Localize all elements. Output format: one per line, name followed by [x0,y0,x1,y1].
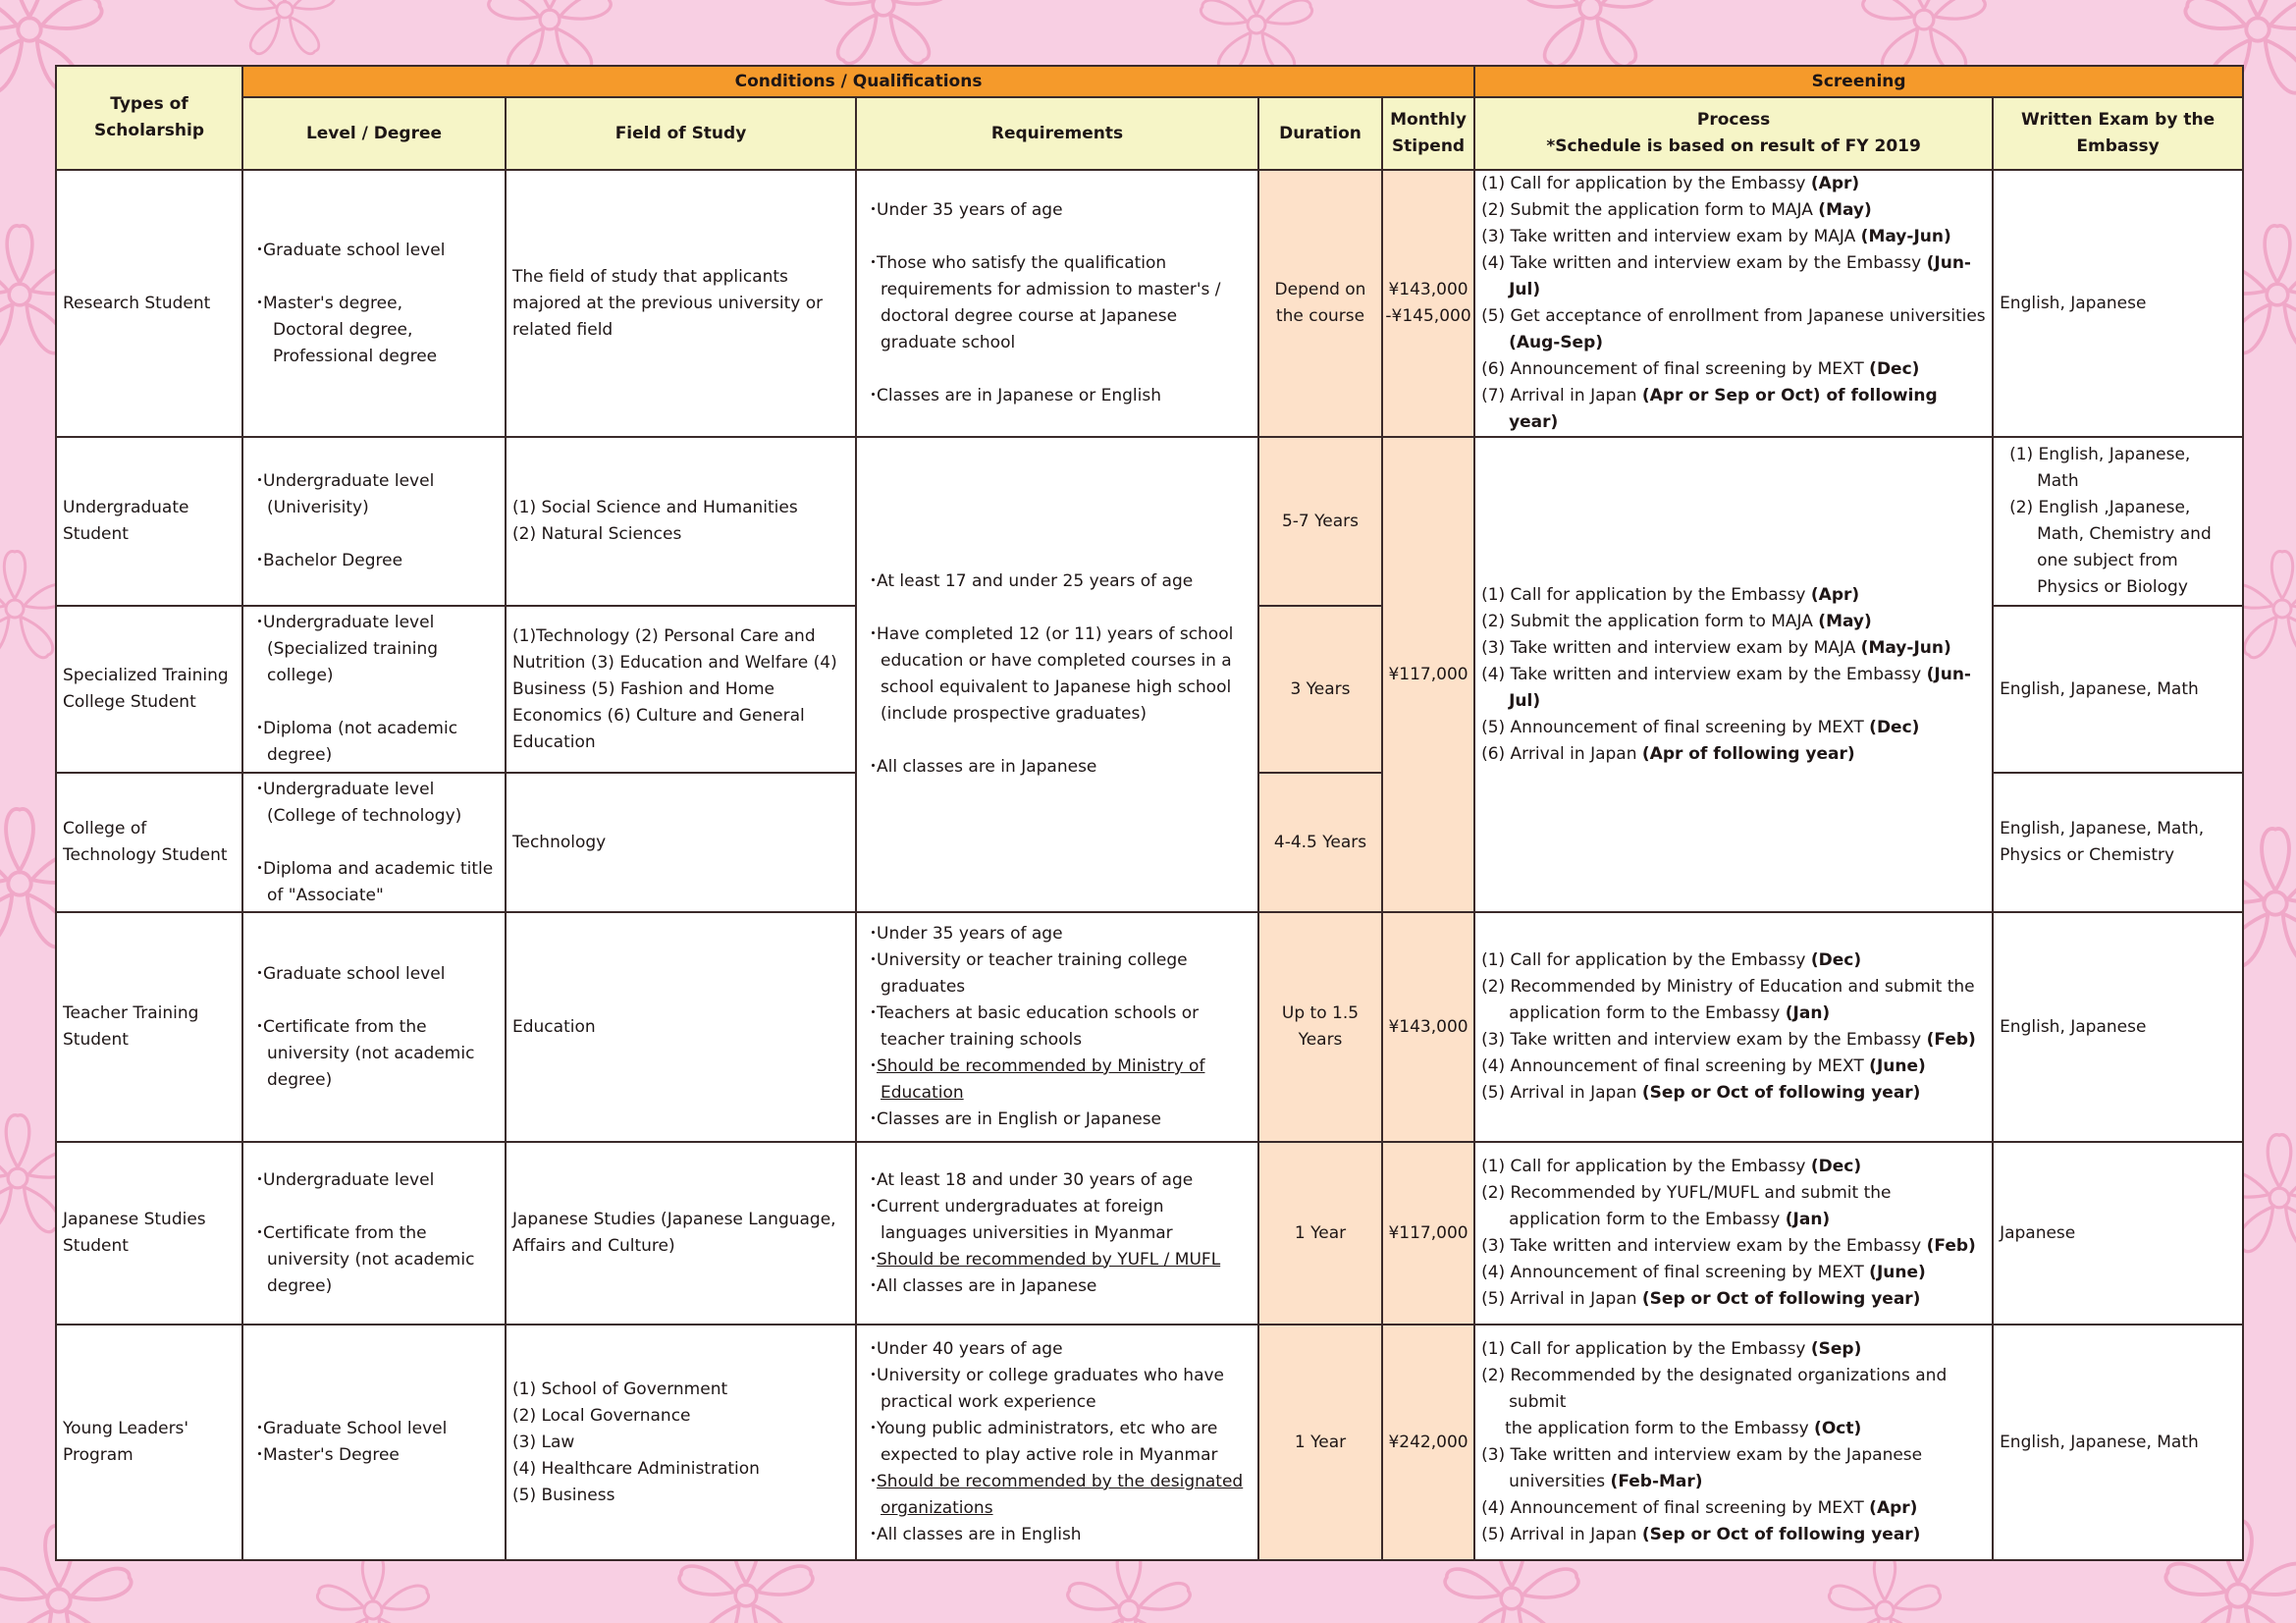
exam-cell: English, Japanese [1993,912,2243,1142]
requirements-cell: ・ Under 35 years of age ・ Those who satisfy the qualification requirements for admission to master's / doctoral degree course at Japanese graduate school ・ Classes are in Japanese or English [856,170,1258,437]
duration-cell: 3 Years [1258,606,1382,773]
type-cell: Teacher Training Student [56,912,242,1142]
header-requirements: Requirements [856,97,1258,170]
header-types: Types of Scholarship [56,66,242,170]
duration-cell: Up to 1.5 Years [1258,912,1382,1142]
header-band-conditions: Conditions / Qualifications [242,66,1474,97]
field-cell: (1) Social Science and Humanities (2) Natural Sciences [506,437,856,606]
type-cell: Undergraduate Student [56,437,242,606]
type-cell: College of Technology Student [56,773,242,912]
row-japanese-studies-student [56,1142,2243,1325]
level-cell: ・ Graduate school level ・ Certificate from the university (not academic degree) [242,912,506,1142]
exam-cell: English, Japanese, Math [1993,606,2243,773]
type-cell: Specialized Training College Student [56,606,242,773]
duration-cell: Depend on the course [1258,170,1382,437]
stipend-cell-shared: ¥117,000 [1382,437,1474,912]
process-cell: (1) Call for application by the Embassy (Sep) (2) Recommended by the designated organizations and submit the application form to the Embassy (Oct) (3) Take written and interview exam by the Japanese universities (Feb-Mar) (4) Announcement of final screening by MEXT (Apr) (5) Arrival in Japan (Sep or Oct of following year) [1474,1325,1993,1560]
duration-cell: 1 Year [1258,1142,1382,1325]
duration-cell: 1 Year [1258,1325,1382,1560]
level-cell: ・ Graduate School level ・ Master's Degree [242,1325,506,1560]
row-teacher-training-student [56,912,2243,1142]
header-field: Field of Study [506,97,856,170]
header-band-screening: Screening [1474,66,2243,97]
stipend-cell: ¥143,000 -¥145,000 [1382,170,1474,437]
level-cell: ・ Undergraduate level ・ Certificate from the university (not academic degree) [242,1142,506,1325]
field-cell: (1)Technology (2) Personal Care and Nutrition (3) Education and Welfare (4) Business (5) Fashion and Home Economics (6) Culture and General Education [506,606,856,773]
requirements-cell: ・ At least 18 and under 30 years of age ・ Current undergraduates at foreign languages universities in Myanmar ・ Should be recommended by YUFL / MUFL ・ All classes are in Japanese [856,1142,1258,1325]
field-cell: The field of study that applicants majored at the previous university or related field [506,170,856,437]
duration-cell: 5-7 Years [1258,437,1382,606]
stipend-cell: ¥242,000 [1382,1325,1474,1560]
scholarship-table [55,65,2244,1561]
exam-cell: English, Japanese [1993,170,2243,437]
type-cell: Research Student [56,170,242,437]
level-cell: ・ Graduate school level ・ Master's degree, Doctoral degree, Professional degree [242,170,506,437]
stipend-cell: ¥117,000 [1382,1142,1474,1325]
row-undergraduate-student [56,437,2243,606]
process-cell-shared: (1) Call for application by the Embassy (Apr) (2) Submit the application form to MAJA (May) (3) Take written and interview exam by MAJA (May-Jun) (4) Take written and interview exam by the Embassy (Jun-Jul) (5) Announcement of final screening by MEXT (Dec) (6) Arrival in Japan (Apr of following year) [1474,437,1993,912]
header-exam: Written Exam by the Embassy [1993,97,2243,170]
level-cell: ・ Undergraduate level (College of technology) ・ Diploma and academic title of "Associate" [242,773,506,912]
process-cell: (1) Call for application by the Embassy (Dec) (2) Recommended by YUFL/MUFL and submit the application form to the Embassy (Jan) (3) Take written and interview exam by the Embassy (Feb) (4) Announcement of final screening by MEXT (June) (5) Arrival in Japan (Sep or Oct of following year) [1474,1142,1993,1325]
header-process: Process *Schedule is based on result of FY 2019 [1474,97,1993,170]
header-duration: Duration [1258,97,1382,170]
scholarship-table-sheet [55,65,2242,1559]
duration-cell: 4-4.5 Years [1258,773,1382,912]
row-young-leaders-program [56,1325,2243,1560]
type-cell: Young Leaders' Program [56,1325,242,1560]
field-cell: Technology [506,773,856,912]
type-cell: Japanese Studies Student [56,1142,242,1325]
requirements-cell: ・ Under 40 years of age ・ University or college graduates who have practical work experience ・ Young public administrators, etc who are expected to play active role in Myanmar ・ Should be recommended by the designated organizations ・ All classes are in English [856,1325,1258,1560]
exam-cell: Japanese [1993,1142,2243,1325]
requirements-cell-shared: ・ At least 17 and under 25 years of age ・ Have completed 12 (or 11) years of school education or have completed courses in a school equivalent to Japanese high school (include prospective graduates) ・ All classes are in Japanese [856,437,1258,912]
process-cell: (1) Call for application by the Embassy (Apr) (2) Submit the application form to MAJA (May) (3) Take written and interview exam by MAJA (May-Jun) (4) Take written and interview exam by the Embassy (Jun-Jul) (5) Get acceptance of enrollment from Japanese universities (Aug-Sep) (6) Announcement of final screening by MEXT (Dec) (7) Arrival in Japan (Apr or Sep or Oct) of following year) [1474,170,1993,437]
exam-cell: English, Japanese, Math [1993,1325,2243,1560]
level-cell: ・ Undergraduate level (Univerisity) ・ Bachelor Degree [242,437,506,606]
header-level: Level / Degree [242,97,506,170]
exam-cell: (1) English, Japanese, Math (2) English ,Japanese, Math, Chemistry and one subject from Physics or Biology [1993,437,2243,606]
exam-cell: English, Japanese, Math, Physics or Chemistry [1993,773,2243,912]
requirements-cell: ・ Under 35 years of age ・ University or teacher training college graduates ・ Teachers at basic education schools or teacher training schools ・ Should be recommended by Ministry of Education ・ Classes are in English or Japanese [856,912,1258,1142]
stipend-cell: ¥143,000 [1382,912,1474,1142]
row-research-student [56,170,2243,437]
field-cell: (1) School of Government (2) Local Governance (3) Law (4) Healthcare Administration (5) Business [506,1325,856,1560]
process-cell: (1) Call for application by the Embassy (Dec) (2) Recommended by Ministry of Education and submit the application form to the Embassy (Jan) (3) Take written and interview exam by the Embassy (Feb) (4) Announcement of final screening by MEXT (June) (5) Arrival in Japan (Sep or Oct of following year) [1474,912,1993,1142]
level-cell: ・ Undergraduate level (Specialized training college) ・ Diploma (not academic degree) [242,606,506,773]
field-cell: Education [506,912,856,1142]
field-cell: Japanese Studies (Japanese Language, Affairs and Culture) [506,1142,856,1325]
header-stipend: Monthly Stipend [1382,97,1474,170]
